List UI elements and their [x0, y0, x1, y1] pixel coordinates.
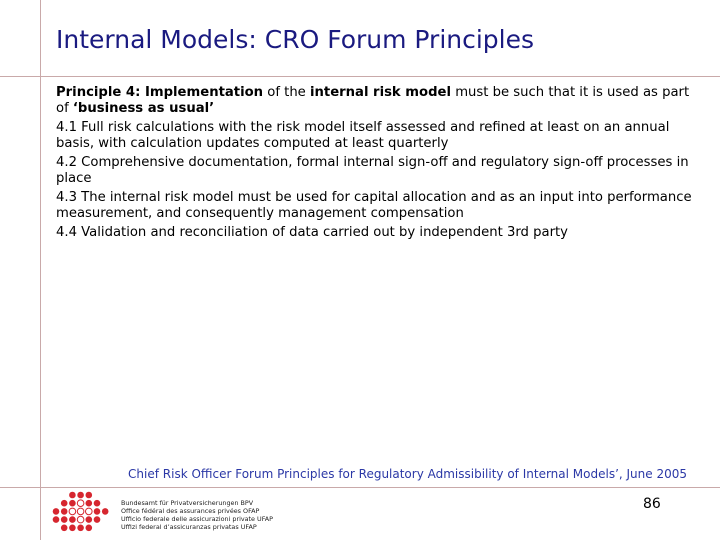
- logo-dot: [86, 525, 93, 532]
- point-4-3: 4.3 The internal risk model must be used for capital allocation and as an input into performance measurement, and consequently management compensation: [56, 190, 692, 221]
- logo-dot-hollow: [69, 508, 76, 515]
- logo-dot: [86, 500, 93, 507]
- logo-dot: [61, 516, 68, 523]
- logo-dot: [69, 525, 76, 532]
- point-4-2: 4.2 Comprehensive documentation, formal internal sign-off and regulatory sign-off processes in place: [56, 155, 689, 186]
- logo-dot: [69, 516, 76, 523]
- logo-dot: [94, 508, 101, 515]
- logo-dot: [61, 500, 68, 507]
- principle-bold-end: ‘business as usual’: [72, 100, 215, 116]
- source-citation: Chief Risk Officer Forum Principles for Regulatory Admissibility of Internal Models’, June 2005: [128, 467, 687, 481]
- logo-dot: [53, 508, 60, 515]
- logo-dot: [77, 525, 84, 532]
- logo-dot-hollow: [77, 508, 84, 515]
- left-margin-rule: [40, 0, 41, 540]
- slide-body: [56, 85, 706, 245]
- logo-dot-hollow: [77, 516, 84, 523]
- agency-name-block: [121, 500, 273, 532]
- slide-title: Internal Models: CRO Forum Principles: [56, 25, 535, 54]
- logo-dot-hollow: [77, 500, 84, 507]
- logo-dot: [69, 500, 76, 507]
- principle-label: Principle 4: Implementation: [56, 85, 264, 100]
- agency-line-de: Bundesamt für Privatversicherungen BPV: [121, 499, 254, 507]
- logo-dot: [94, 516, 101, 523]
- logo-dots: [53, 492, 109, 531]
- principle-bold-term: internal risk model: [310, 85, 451, 100]
- agency-line-rm: Uffizi federal d’assicuranzas privatas UFAP: [121, 522, 257, 531]
- logo-dot-hollow: [86, 508, 93, 515]
- agency-line-it: Ufficio federale delle assicurazioni private UFAP: [121, 514, 274, 523]
- point-4-4: 4.4 Validation and reconciliation of data carried out by independent 3rd party: [56, 225, 568, 240]
- logo-dot: [94, 500, 101, 507]
- logo-dot: [86, 516, 93, 523]
- principle-text-2: must be such that it is used as part of: [56, 85, 690, 116]
- footer-divider: [0, 487, 720, 488]
- logo-dot: [69, 492, 76, 499]
- title-divider: [0, 76, 720, 77]
- logo-dot: [86, 492, 93, 499]
- principle-text-1: of the: [263, 85, 310, 100]
- logo-dot: [77, 492, 84, 499]
- logo-dot: [53, 516, 60, 523]
- logo-dot: [61, 525, 68, 532]
- logo-dot: [61, 508, 68, 515]
- point-4-1: 4.1 Full risk calculations with the risk model itself assessed and refined at least on an annual basis, with calculation updates computed at least quarterly: [56, 120, 670, 151]
- principle-statement: [56, 85, 706, 116]
- page-number: 86: [643, 496, 661, 512]
- agency-line-fr: Office fédéral des assurances privées OFAP: [121, 506, 260, 515]
- logo-dot: [102, 508, 109, 515]
- agency-logo-icon: [52, 491, 112, 533]
